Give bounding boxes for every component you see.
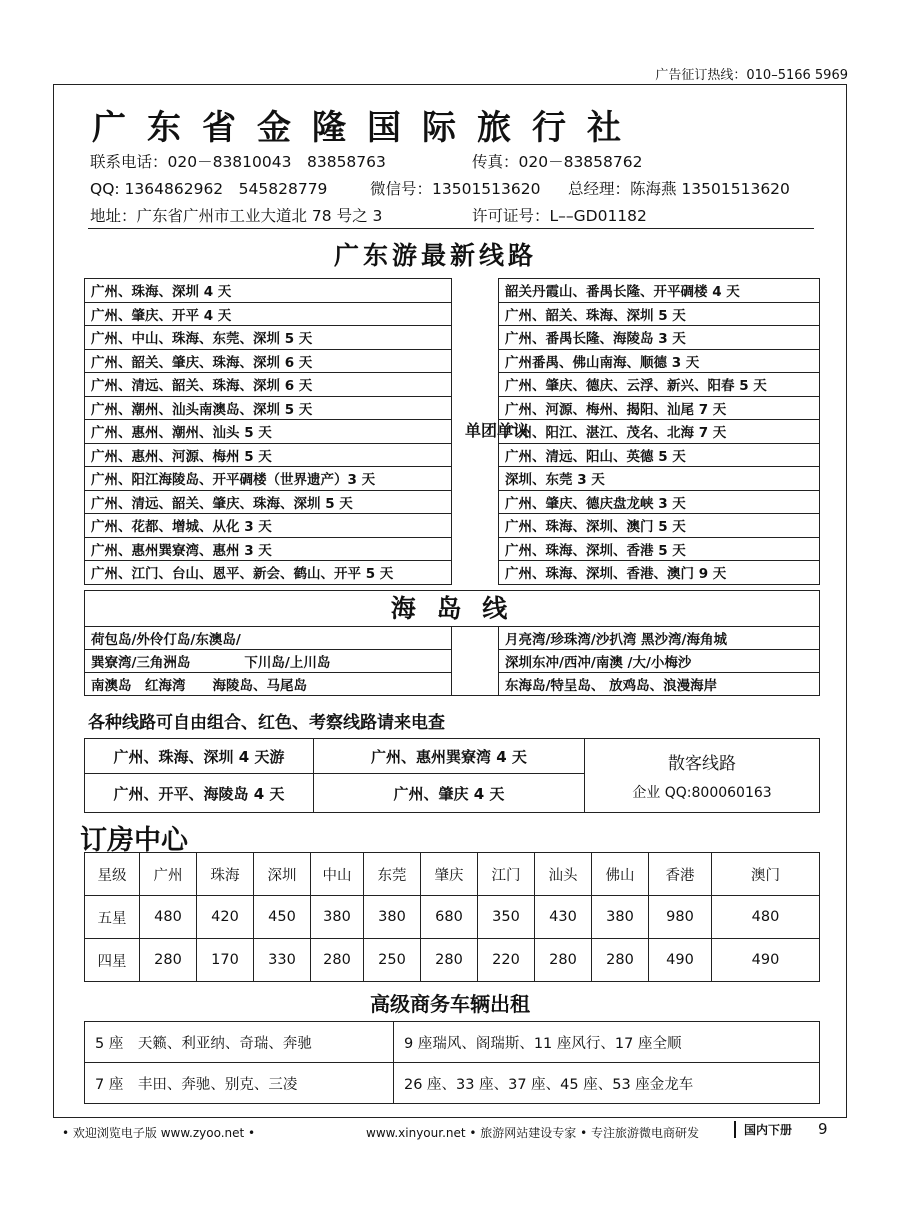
island-left-item: 南澳岛 红海湾 海陵岛、马尾岛 [85, 673, 452, 696]
hotel-price-cell: 280 [592, 939, 649, 982]
route-left-item: 广州、阳江海陵岛、开平碉楼（世界遗产）3 天 [85, 467, 452, 491]
route-right-item: 广州、珠海、深圳、澳门 5 天 [499, 514, 820, 538]
route-left-item: 广州、惠州、潮州、汕头 5 天 [85, 420, 452, 444]
route-right-item: 广州、韶关、珠海、深圳 5 天 [499, 302, 820, 326]
route-right-item: 广州、清远、阳山、英德 5 天 [499, 443, 820, 467]
car-cell: 7 座 丰田、奔驰、别克、三凌 [85, 1063, 394, 1104]
individual-routes-title: 散客线路 [668, 754, 736, 774]
hotel-price-cell: 490 [712, 939, 820, 982]
hotel-price-cell: 280 [421, 939, 478, 982]
hotel-header-cell: 江门 [478, 853, 535, 896]
contact-address: 地址：广东省广州市工业大道北 78 号之 3 [90, 207, 383, 225]
hotel-price-cell: 490 [649, 939, 712, 982]
hotel-price-cell: 170 [197, 939, 254, 982]
route-left-item: 广州、珠海、深圳 4 天 [85, 279, 452, 303]
route-right-item: 广州、河源、梅州、揭阳、汕尾 7 天 [499, 396, 820, 420]
island-title: 海 岛 线 [390, 594, 514, 623]
car-cell: 5 座 天籁、利亚纳、奇瑞、奔驰 [85, 1022, 394, 1063]
route-right-item: 广州、肇庆、德庆、云浮、新兴、阳春 5 天 [499, 373, 820, 397]
header-divider [88, 228, 814, 229]
island-divider [452, 627, 499, 696]
hotel-price-cell: 四星 [85, 939, 140, 982]
hotel-price-cell: 680 [421, 896, 478, 939]
combo-note: 各种线路可自由组合、红色、考察线路请来电查 [88, 713, 445, 733]
hotel-price-cell: 280 [140, 939, 197, 982]
route-right-item: 广州、肇庆、德庆盘龙峡 3 天 [499, 490, 820, 514]
hotel-header-cell: 澳门 [712, 853, 820, 896]
route-left-item: 广州、清远、韶关、珠海、深圳 6 天 [85, 373, 452, 397]
individual-routes [585, 739, 820, 813]
route-right-item: 广州番禺、佛山南海、顺德 3 天 [499, 349, 820, 373]
contact-manager: 总经理：陈海燕 13501513620 [568, 180, 790, 198]
tour-cell: 广州、珠海、深圳 4 天游 [85, 739, 314, 774]
footer-section: 国内下册 [734, 1121, 792, 1138]
hotel-price-cell: 420 [197, 896, 254, 939]
route-right-item: 广州、珠海、深圳、香港、澳门 9 天 [499, 561, 820, 585]
company-name: 广东省金隆国际旅行社 [92, 108, 642, 148]
route-left-item: 广州、韶关、肇庆、珠海、深圳 6 天 [85, 349, 452, 373]
hotel-price-cell: 480 [712, 896, 820, 939]
booking-title: 订房中心 [80, 825, 188, 856]
footer-left: • 欢迎浏览电子版 www.zyoo.net • [62, 1126, 256, 1140]
hotel-price-cell: 980 [649, 896, 712, 939]
hotel-price-cell: 430 [535, 896, 592, 939]
hotel-header-cell: 汕头 [535, 853, 592, 896]
route-left-item: 广州、中山、珠海、东莞、深圳 5 天 [85, 326, 452, 350]
island-title-box [84, 590, 820, 626]
car-rental-title: 高级商务车辆出租 [370, 992, 530, 1016]
hotel-header-cell: 香港 [649, 853, 712, 896]
route-left-item: 广州、清远、韶关、肇庆、珠海、深圳 5 天 [85, 490, 452, 514]
island-right-item: 深圳东冲/西冲/南澳 /大/小梅沙 [499, 650, 820, 673]
tour-cell: 广州、开平、海陵岛 4 天 [85, 774, 314, 813]
route-left-item: 广州、惠州巽寮湾、惠州 3 天 [85, 537, 452, 561]
route-left-item: 广州、花都、增城、从化 3 天 [85, 514, 452, 538]
hotel-price-table [84, 852, 820, 982]
hotel-price-cell: 480 [140, 896, 197, 939]
hotel-header-cell: 东莞 [364, 853, 421, 896]
route-left-item: 广州、江门、台山、恩平、新会、鹤山、开平 5 天 [85, 561, 452, 585]
enterprise-qq: 企业 QQ:800060163 [632, 785, 772, 801]
car-rental-table [84, 1021, 820, 1104]
hotel-price-cell: 220 [478, 939, 535, 982]
car-cell: 9 座瑞风、阁瑞斯、11 座风行、17 座全顺 [394, 1022, 820, 1063]
hotel-price-cell: 450 [254, 896, 311, 939]
tour-cell: 广州、肇庆 4 天 [314, 774, 585, 813]
hotel-price-cell: 350 [478, 896, 535, 939]
route-right-item: 广州、珠海、深圳、香港 5 天 [499, 537, 820, 561]
route-left-item: 广州、潮州、汕头南澳岛、深圳 5 天 [85, 396, 452, 420]
tours-table [84, 738, 820, 813]
hotel-header-cell: 肇庆 [421, 853, 478, 896]
ad-hotline: 广告征订热线：010–5166 5969 [655, 68, 848, 83]
island-right-item: 月亮湾/珍珠湾/沙扒湾 黑沙湾/海角城 [499, 627, 820, 650]
hotel-price-cell: 380 [311, 896, 364, 939]
contact-phone: 联系电话：020－83810043 83858763 [90, 153, 386, 171]
routes-table [84, 278, 820, 585]
footer-right: www.xinyour.net • 旅游网站建设专家 • 专注旅游微电商研发 [366, 1126, 700, 1140]
hotel-header-cell: 星级 [85, 853, 140, 896]
hotel-header-cell: 广州 [140, 853, 197, 896]
island-left-item: 巽寮湾/三角洲岛 下川岛/上川岛 [85, 650, 452, 673]
hotel-price-cell: 380 [592, 896, 649, 939]
route-right-item: 广州、阳江、湛江、茂名、北海 7 天 [499, 420, 820, 444]
island-left-item: 荷包岛/外伶仃岛/东澳岛/ [85, 627, 452, 650]
route-right-item: 韶关丹霞山、番禺长隆、开平碉楼 4 天 [499, 279, 820, 303]
contact-qq: QQ: 1364862962 545828779 [90, 180, 328, 198]
hotel-price-cell: 380 [364, 896, 421, 939]
contact-wechat: 微信号：13501513620 [370, 180, 541, 198]
hotel-price-cell: 250 [364, 939, 421, 982]
hotel-header-cell: 深圳 [254, 853, 311, 896]
hotel-price-cell: 五星 [85, 896, 140, 939]
hotel-header-cell: 中山 [311, 853, 364, 896]
hotel-price-cell: 280 [311, 939, 364, 982]
page-number: 9 [818, 1120, 828, 1138]
island-right-item: 东海岛/特呈岛、 放鸡岛、浪漫海岸 [499, 673, 820, 696]
hotel-price-cell: 280 [535, 939, 592, 982]
license-number: 许可证号：L––GD01182 [472, 207, 647, 225]
route-right-item: 深圳、东莞 3 天 [499, 467, 820, 491]
island-table [84, 626, 820, 696]
hotel-header-cell: 佛山 [592, 853, 649, 896]
contact-fax: 传真：020－83858762 [472, 153, 643, 171]
routes-title: 广东游最新线路 [334, 241, 538, 270]
tour-cell: 广州、惠州巽寮湾 4 天 [314, 739, 585, 774]
hotel-price-cell: 330 [254, 939, 311, 982]
route-left-item: 广州、肇庆、开平 4 天 [85, 302, 452, 326]
route-middle-label-text: 单团单议 [465, 421, 530, 441]
hotel-header-cell: 珠海 [197, 853, 254, 896]
route-middle-label [452, 279, 530, 585]
route-left-item: 广州、惠州、河源、梅州 5 天 [85, 443, 452, 467]
car-cell: 26 座、33 座、37 座、45 座、53 座金龙车 [394, 1063, 820, 1104]
route-right-item: 广州、番禺长隆、海陵岛 3 天 [499, 326, 820, 350]
